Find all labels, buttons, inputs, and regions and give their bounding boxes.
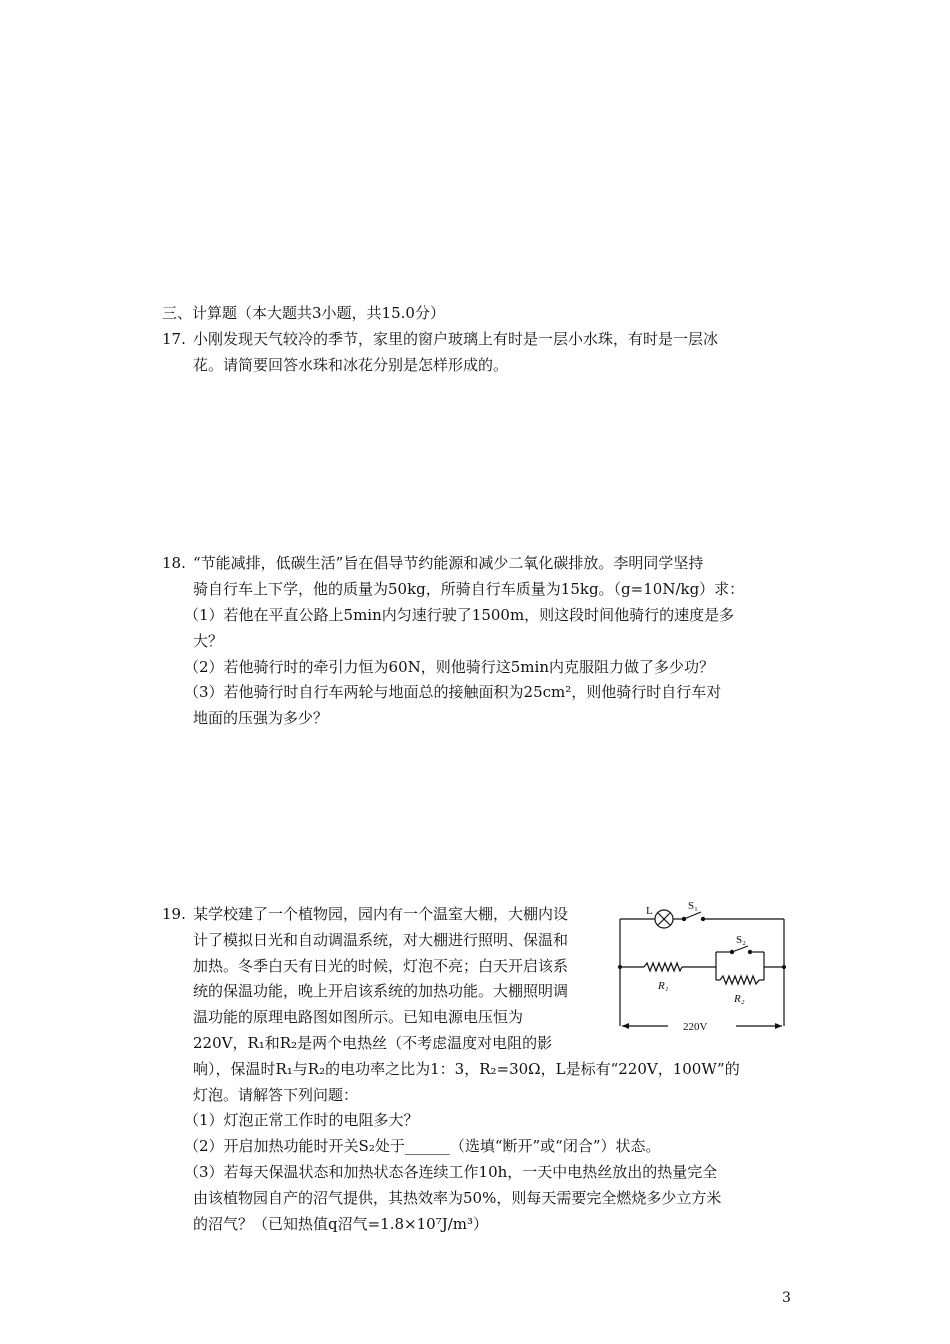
q18-line-4: 大？ [193, 632, 224, 650]
switch-s2-icon [732, 946, 748, 952]
q17-number: 17. [162, 330, 186, 348]
q19-line-7: 响），保温时R₁与R₂的电功率之比为1：3，R₂=30Ω，L是标有“220V，100W”的 [193, 1060, 740, 1078]
q18-line-7: 地面的压强为多少？ [193, 709, 329, 727]
q17-line-1: 小刚发现天气较冷的季节，家里的窗户玻璃上有时是一层小水珠，有时是一层冰 [193, 330, 719, 348]
arrow-right-icon [775, 1023, 782, 1029]
q19-line-13: 的沼气？（已知热值q沼气=1.8×10⁷J/m³） [193, 1215, 488, 1233]
q18-line-5: （2）若他骑行时的牵引力恒为60N，则他骑行这5min内克服阻力做了多少功？ [184, 658, 714, 676]
resistor-r1-icon [644, 963, 682, 971]
switch-s1-icon [684, 912, 701, 919]
q19-line-10: （2）开启加热功能时开关S₂处于______（选填“断开”或“闭合”）状态。 [184, 1137, 661, 1155]
q19-line-5: 温功能的原理电路图如图所示。已知电源电压恒为 [193, 1008, 524, 1026]
q19-line-8: 灯泡。请解答下列问题： [193, 1086, 359, 1104]
arrow-left-icon [622, 1023, 629, 1029]
section-title: 三、计算题（本大题共3小题，共15.0分） [162, 304, 445, 322]
q18-number: 18. [162, 554, 186, 572]
page-number: 3 [782, 1290, 791, 1306]
label-lamp: L [646, 905, 653, 917]
q19-line-11: （3）若每天保温状态和加热状态各连续工作10h，一天中电热丝放出的热量完全 [184, 1163, 718, 1181]
q18-line-6: （3）若他骑行时自行车两轮与地面总的接触面积为25cm²，则他骑行时自行车对 [184, 683, 722, 701]
q18-line-1: “节能减排，低碳生活”旨在倡导节约能源和减少二氧化碳排放。李明同学坚持 [193, 554, 704, 572]
label-voltage: 220V [683, 1021, 708, 1033]
label-s1: S₁ [688, 900, 698, 912]
q19-line-1: 某学校建了一个植物园，园内有一个温室大棚，大棚内设 [193, 905, 569, 923]
q18-line-3: （1）若他在平直公路上5min内匀速行驶了1500m，则这段时间他骑行的速度是多 [184, 606, 735, 624]
q19-line-9: （1）灯泡正常工作时的电阻多大？ [184, 1111, 419, 1129]
q18-line-2: 骑自行车上下学，他的质量为50kg，所骑自行车质量为15kg。（g=10N/kg）求： [193, 580, 745, 598]
label-s2: S₂ [736, 934, 746, 946]
q19-line-6: 220V，R₁和R₂是两个电热丝（不考虑温度对电阻的影 [193, 1034, 553, 1052]
q19-line-2: 计了模拟日光和自动调温系统，对大棚进行照明、保温和 [193, 931, 569, 949]
resistor-r2-icon [720, 976, 759, 984]
q19-line-4: 统的保温功能，晚上开启该系统的加热功能。大棚照明调 [193, 982, 569, 1000]
circuit-diagram [612, 900, 792, 1034]
q19-number: 19. [162, 905, 186, 923]
label-r2: R₂ [734, 993, 745, 1005]
q19-line-12: 由该植物园自产的沼气提供，其热效率为50%，则每天需要完全燃烧多少立方米 [193, 1189, 722, 1207]
q17-line-2: 花。请简要回答水珠和冰花分别是怎样形成的。 [193, 356, 509, 374]
label-r1: R₁ [658, 980, 669, 992]
q19-line-3: 加热。冬季白天有日光的时候，灯泡不亮；白天开启该系 [193, 957, 569, 975]
